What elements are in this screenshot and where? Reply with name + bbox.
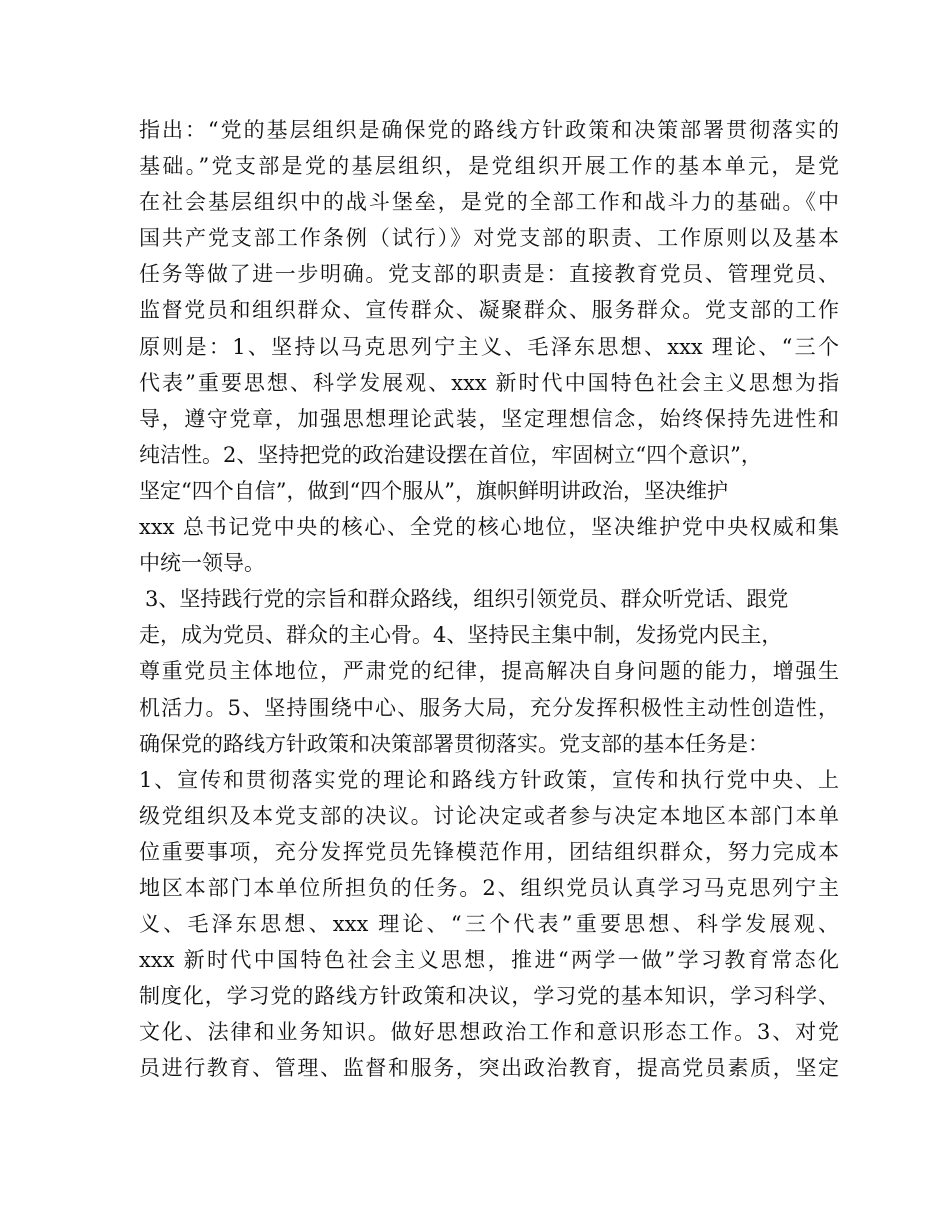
text-line: 任务等做了进一步明确。党支部的职责是：直接教育党员、管理党员、	[139, 262, 839, 287]
text-line: 确保党的路线方针政策和决策部署贯彻落实。党支部的基本任务是：	[139, 731, 769, 756]
text-line: 走，成为党员、群众的主心骨。4、坚持民主集中制，发扬党内民主，	[139, 623, 783, 648]
text-line: 纯洁性。2、坚持把党的政治建设摆在首位，牢固树立“四个意识”，	[139, 442, 762, 467]
text-line: 文化、法律和业务知识。做好思想政治工作和意识形态工作。3、对党	[139, 1020, 839, 1045]
text-line: 坚定“四个自信”，做到“四个服从”，旗帜鲜明讲政治，坚决维护	[139, 478, 728, 503]
text-line: 导，遵守党章，加强思想理论武装，坚定理想信念，始终保持先进性和	[139, 406, 839, 431]
text-line: 机活力。5、坚持围绕中心、服务大局，充分发挥积极性主动性创造性，	[139, 695, 839, 720]
text-line: 1、宣传和贯彻落实党的理论和路线方针政策，宣传和执行党中央、上	[139, 767, 839, 792]
text-line: 位重要事项，充分发挥党员先锋模范作用，团结组织群众，努力完成本	[139, 839, 839, 864]
text-line: 员进行教育、管理、监督和服务，突出政治教育，提高党员素质，坚定	[139, 1056, 839, 1081]
text-line: xxx 新时代中国特色社会主义思想，推进“两学一做”学习教育常态化	[139, 948, 839, 973]
text-line: 制度化，学习党的路线方针政策和决议，学习党的基本知识，学习科学、	[139, 984, 839, 1009]
text-line: 中统一领导。	[139, 551, 265, 576]
text-line: 尊重党员主体地位，严肃党的纪律，提高解决自身问题的能力，增强生	[139, 659, 839, 684]
text-line: 代表”重要思想、科学发展观、xxx 新时代中国特色社会主义思想为指	[139, 370, 839, 395]
text-line: 国共产党支部工作条例（试行）》对党支部的职责、工作原则以及基本	[139, 226, 839, 251]
text-line: 指出：“党的基层组织是确保党的路线方针政策和决策部署贯彻落实的	[139, 118, 839, 142]
text-line: 原则是：1、坚持以马克思列宁主义、毛泽东思想、xxx 理论、“三个	[139, 334, 839, 359]
text-line: 级党组织及本党支部的决议。讨论决定或者参与决定本地区本部门本单	[139, 803, 839, 828]
text-line: 义、毛泽东思想、xxx 理论、“三个代表”重要思想、科学发展观、	[139, 912, 839, 937]
text-line: 地区本部门本单位所担负的任务。2、组织党员认真学习马克思列宁主	[139, 875, 839, 900]
body-text	[139, 112, 839, 1087]
text-line: xxx 总书记党中央的核心、全党的核心地位，坚决维护党中央权威和集	[139, 515, 839, 540]
text-line: 3、坚持践行党的宗旨和群众路线，组织引领党员、群众听党话、跟党	[145, 587, 789, 612]
text-line: 监督党员和组织群众、宣传群众、凝聚群众、服务群众。党支部的工作	[139, 298, 839, 323]
text-line: 在社会基层组织中的战斗堡垒，是党的全部工作和战斗力的基础。《中	[139, 190, 839, 215]
text-line: 基础。”党支部是党的基层组织，是党组织开展工作的基本单元，是党	[139, 154, 839, 179]
